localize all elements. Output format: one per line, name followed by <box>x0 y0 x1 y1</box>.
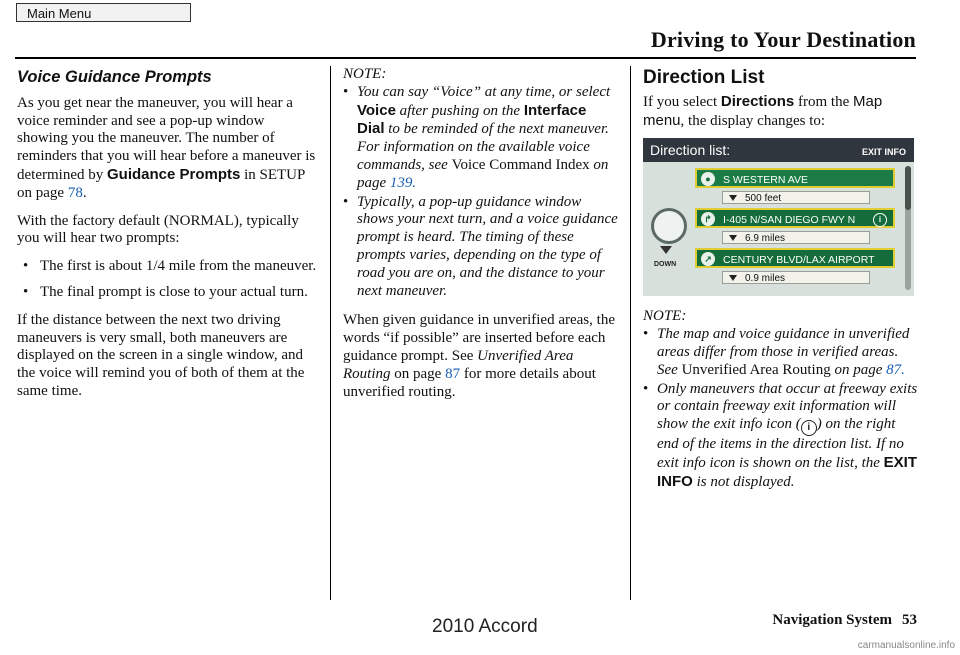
page-link-139[interactable]: 139. <box>389 174 417 191</box>
model-watermark: 2010 Accord <box>432 616 538 637</box>
destination-icon: ● <box>701 172 715 186</box>
column-2 <box>343 66 618 411</box>
down-arrow-icon <box>660 246 672 254</box>
term-voice: Voice <box>357 101 396 119</box>
scroll-thumb[interactable] <box>905 166 911 210</box>
prompt-list <box>17 258 317 302</box>
screen-title: Direction list: <box>650 142 731 159</box>
section-heading-direction-list: Direction List <box>643 67 765 88</box>
list-item: • The final prompt is close to your actual turn. <box>17 284 317 302</box>
down-arrow-icon <box>729 195 737 201</box>
paragraph-unverified: When given guidance in unverified areas, the words “if possible” are inserted before each guidance prompt. See Unverified Area Routing on page 87 for more details about unverified routing. <box>343 312 615 400</box>
section-heading-voice-guidance: Voice Guidance Prompts <box>17 68 212 86</box>
note-list <box>643 326 918 491</box>
list-item: • The map and voice guidance in unverified areas differ from those in verified areas. See Unverified Area Routing on page 87. <box>643 326 918 379</box>
page-link-87[interactable]: 87. <box>886 361 905 378</box>
down-arrow-icon <box>729 235 737 241</box>
page-title: Driving to Your Destination <box>650 27 916 52</box>
note-label: NOTE: <box>343 66 387 82</box>
bear-right-icon: ↗ <box>701 252 715 266</box>
paragraph-small-distance: If the distance between the next two driving maneuvers is very small, both maneuvers are displayed on the screen in a single window, and the voice will remind you of both of them at the same time. <box>17 311 305 399</box>
direction-item[interactable]: ↱ I-405 N/SAN DIEGO FWY N i <box>695 208 895 228</box>
paragraph-intro: If you select Directions from the Map menu, the display changes to: <box>643 92 883 129</box>
list-item: • Only maneuvers that occur at freeway exits or contain freeway exit information will show the exit info icon ( i ) on the right end of the items in the direction list. If no exit info icon is shown on the list, the EXIT INFO is not displayed. <box>643 381 918 492</box>
list-item: • Typically, a pop-up guidance window shows your next turn, and a voice guidance prompt is heard. The timing of these prompts varies, depending on the type of road you are on, and the distance to your next maneuver. <box>343 194 618 301</box>
column-divider <box>630 66 631 600</box>
down-arrow-icon <box>729 275 737 281</box>
paragraph-default: With the factory default (NORMAL), typically you will hear two prompts: <box>17 212 299 247</box>
page-footer <box>772 612 917 629</box>
site-watermark: carmanualsonline.info <box>857 640 955 651</box>
title-rule <box>15 57 916 59</box>
interface-dial-icon <box>651 208 687 244</box>
column-1 <box>17 66 317 411</box>
term-exit-info: EXIT INFO <box>657 453 917 490</box>
page-link-78[interactable]: 78 <box>67 184 83 201</box>
note-label: NOTE: <box>643 308 687 325</box>
direction-item[interactable]: ↗ CENTURY BLVD/LAX AIRPORT <box>695 248 895 268</box>
distance-row: 0.9 miles <box>722 271 870 284</box>
paragraph-reminders: As you get near the maneuver, you will hear a voice reminder and see a pop-up window showing you the maneuver. The number of reminders that you will hear before a maneuver is determined by Guidance Prompts in SETUP on page 78. <box>17 94 316 201</box>
turn-right-icon: ↱ <box>701 212 715 226</box>
exit-info-icon: i <box>801 420 817 436</box>
term-directions: Directions <box>720 92 795 110</box>
main-menu-button[interactable]: Main Menu <box>16 3 191 22</box>
column-divider <box>330 66 331 600</box>
distance-row: 6.9 miles <box>722 231 870 244</box>
exit-info-icon: i <box>873 213 887 227</box>
list-item: • The first is about 1/4 mile from the maneuver. <box>17 258 317 276</box>
direction-item[interactable]: ● S WESTERN AVE <box>695 168 895 188</box>
column-3 <box>643 66 918 502</box>
term-map-menu: Map menu <box>643 92 883 129</box>
page-number: 53 <box>902 612 917 628</box>
list-item: • You can say “Voice” at any time, or select Voice after pushing on the Interface Dial to be reminded of the next maneuver. For information on the available voice commands, see Voice Command Index on page 139. <box>343 84 618 193</box>
footer-nav-label: Navigation System <box>772 612 892 628</box>
scrollbar[interactable] <box>905 166 911 290</box>
page-link-87[interactable]: 87 <box>445 365 461 382</box>
down-label: DOWN <box>654 261 677 269</box>
exit-info-label: EXIT INFO <box>861 147 906 158</box>
distance-row: 500 feet <box>722 191 870 204</box>
term-interface-dial: Interface Dial <box>357 101 587 138</box>
direction-list-screen <box>643 138 914 296</box>
note-list <box>343 84 618 301</box>
term-guidance-prompts: Guidance Prompts <box>106 165 241 183</box>
